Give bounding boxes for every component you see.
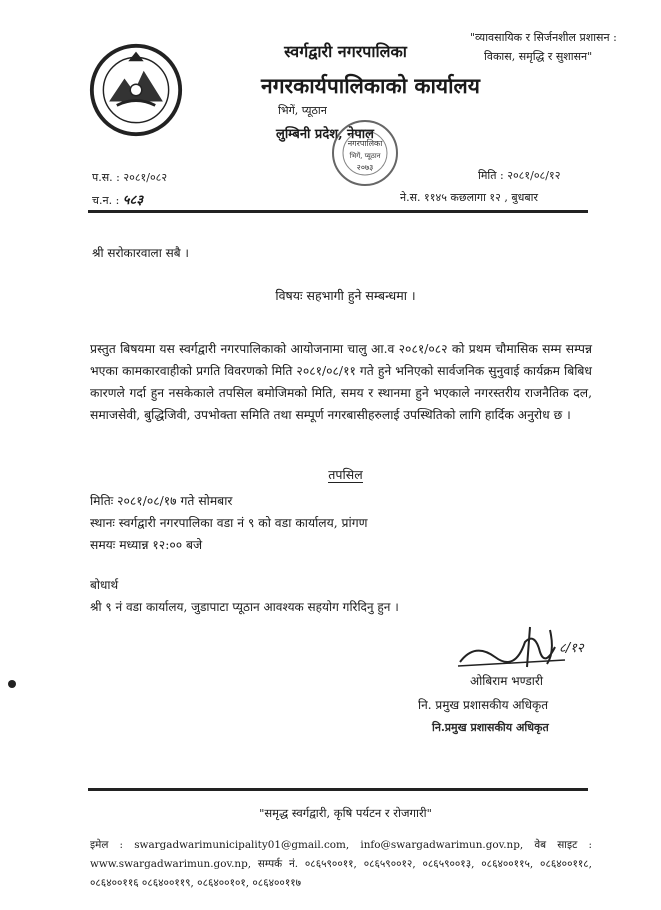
signature-date: ८/१२: [559, 641, 584, 656]
org-name: स्वर्गद्वारी नगरपालिका: [284, 42, 407, 61]
chalani-number: [92, 190, 143, 208]
footer-contact: इमेल : swargadwarimunicipality01@gmail.com, info@swargadwarimun.gov.np, वेब साइट : www.swargadwarimun.gov.np, सम्पर्क नं. ०८६५९००११, ०८६५९००१२, ०८६५९००१३, ०८६४००११५, ०८६४००११८, ०८६४००११६ ०८६४००११९, ०८६४००१०१, ०८६४००११७: [90, 839, 592, 889]
event-place: स्थानः स्वर्गद्वारी नगरपालिका वडा नं ९ को वडा कार्यालय, प्रांगण: [90, 516, 368, 530]
letter-body: प्रस्तुत बिषयमा यस स्वर्गद्वारी नगरपालिकाको आयोजनामा चालु आ.व २०८१/०८२ को प्रथम चौमासिक सम्म सम्पन्न भएका कामकारवाहीको प्रगति विवरणको मिति २०८१/०८/११ गते हुने भनिएको सार्वजनिक सुनुवाई कार्यक्रम बिबिध कारणले गर्दा हुन नसकेकाले तपसिल बमोजिमको मिति, समय र स्थानमा हुने भएकाले नगरस्तरीय राजनैतिक दल, समाजसेवी, बुद्धिजिवी, उपभोक्ता समिति तथा सम्पूर्ण नगरबासीहरुलाई उपस्थितिको लागि हार्दिक अनुरोध छ ।: [90, 342, 592, 422]
signer-stamp: नि.प्रमुख प्रशासकीय अधिकृत: [432, 721, 549, 734]
letter-date: मिति : २०८१/०८/१२: [478, 169, 561, 182]
bodhartha-text: श्री ९ नं वडा कार्यालय, जुडापाटा प्यूठान आवश्यक सहयोग गरिदिनु हुन ।: [90, 600, 399, 614]
stamp-line-3: २०७३: [356, 163, 374, 172]
office-name: नगरकार्यपालिकाको कार्यालय: [261, 73, 480, 98]
header-divider: [88, 210, 588, 213]
bodhartha-label: बोधार्थ: [90, 578, 119, 592]
footer-divider: [88, 788, 588, 791]
event-date: मितिः २०८१/०८/१७ गते सोमबार: [90, 494, 233, 508]
signer-title: नि. प्रमुख प्रशासकीय अधिकृत: [418, 698, 549, 712]
punch-hole-mark: [8, 680, 16, 688]
place-line: भिगें, प्यूठान: [278, 104, 327, 117]
stamp-line-2: भिगें, प्यूठान: [349, 152, 381, 160]
tapasil-heading: [0, 466, 661, 483]
event-details: [90, 490, 368, 556]
tapasil-heading-text: तपसिल: [328, 467, 363, 482]
slogan-line-2: विकास, समृद्धि र सुशासन": [484, 50, 593, 63]
stamp-line-1: नगरपालिका: [347, 139, 383, 148]
office-stamp: [330, 118, 400, 188]
patra-sankhya: प.स. : २०८१/०८२: [92, 171, 168, 184]
subject-line: विषयः सहभागी हुने सम्बन्धमा ।: [275, 288, 416, 303]
cn-label: च.न. :: [92, 194, 120, 207]
footer-slogan: "समृद्ध स्वर्गद्वारी, कृषि पर्यटन र रोजगारी": [259, 806, 432, 820]
slogan-line-1: "व्यावसायिक र सिर्जनशील प्रशासन :: [470, 31, 617, 44]
signer-name: ओबिराम भण्डारी: [470, 674, 543, 688]
event-time: समयः मध्यान्न १२:०० बजे: [90, 538, 203, 552]
bodhartha-section: [90, 574, 399, 618]
cn-value: ५८३: [122, 193, 144, 208]
signature: [455, 622, 595, 672]
recipient: श्री सरोकारवाला सबै ।: [92, 246, 189, 260]
province-line: लुम्बिनी प्रदेश, नेपाल: [276, 127, 374, 142]
nepal-sambat-date: ने.स. ११४५ कछलागा १२ , बुधबार: [400, 191, 539, 204]
